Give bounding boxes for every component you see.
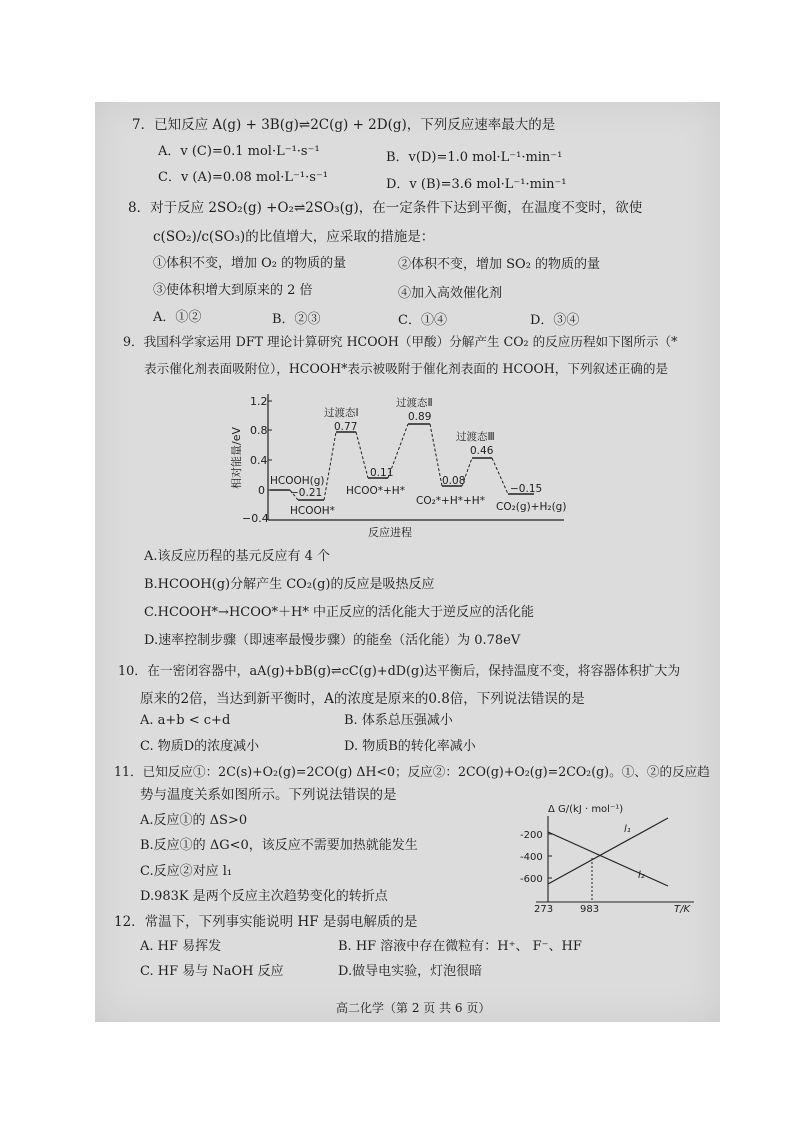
- q11-option-b: B.反应①的 ΔG<0，该反应不需要加热就能发生: [140, 838, 418, 853]
- q10-stem-line2: 原来的2倍，当达到新平衡时，A的浓度是原来的0.8倍，下列说法错误的是: [140, 691, 585, 707]
- line-l2: [548, 832, 668, 886]
- q11-option-c: C.反应②对应 l₁: [140, 864, 233, 879]
- y-tick-label: −0.4: [242, 512, 269, 525]
- x-tick-label: 983: [580, 904, 600, 915]
- label-products: CO₂(g)+H₂(g): [496, 501, 567, 513]
- q8-option-d: D．③④: [530, 313, 580, 328]
- q8-stem-line1: 8．对于反应 2SO₂(g) +O₂⇌2SO₃(g)，在一定条件下达到平衡，在温度不变时，欲使: [128, 200, 643, 216]
- y-tick-label: -400: [520, 852, 543, 863]
- y-tick-label: 0.4: [250, 454, 268, 467]
- q8-option-a: A．①②: [153, 310, 202, 325]
- value-hcoo-h: 0.11: [370, 467, 394, 479]
- label-hcooh-g: HCOOH(g): [270, 475, 325, 487]
- q12-stem: 12．常温下，下列事实能说明 HF 是弱电解质的是: [114, 914, 418, 930]
- q7-option-d: D．v (B)=3.6 mol·L⁻¹·min⁻¹: [386, 177, 567, 192]
- y-tick-label: 1.2: [250, 395, 268, 408]
- q8-statement-3: ③使体积增大到原来的 2 倍: [153, 283, 313, 298]
- q10-stem-line1: 10．在一密闭容器中，aA(g)+bB(g)⇌cC(g)+dD(g)达平衡后，保持温度不变，将容器体积扩大为: [118, 664, 681, 679]
- delta-g-temperature-chart: [508, 798, 698, 916]
- q10-option-d: D. 物质B的转化率减小: [344, 739, 476, 754]
- q7-option-b: B．v(D)=1.0 mol·L⁻¹·min⁻¹: [386, 150, 563, 165]
- y-tick-label: -200: [520, 830, 543, 841]
- label-ts1: 过渡态Ⅰ: [324, 407, 359, 419]
- q10-option-a: A. a+b < c+d: [140, 713, 231, 728]
- label-ts3: 过渡态Ⅲ: [456, 431, 495, 443]
- q9-option-a: A.该反应历程的基元反应有 4 个: [144, 549, 331, 564]
- x-axis-label: 反应进程: [368, 526, 412, 539]
- q9-stem-line2: 表示催化剂表面吸附位），HCOOH*表示被吸附于催化剂表面的 HCOOH，下列叙述正确的是: [144, 361, 669, 376]
- q8-statement-1: ①体积不变，增加 O₂ 的物质的量: [153, 256, 347, 271]
- x-tick-label: 273: [534, 904, 554, 915]
- q11-stem-line1: 11．已知反应①：2C(s)+O₂(g)=2CO(g) ΔH<0；反应②：2CO(g)+O₂(g)=2CO₂(g)。①、②的反应趋: [114, 764, 710, 779]
- value-ts3: 0.46: [470, 445, 494, 457]
- value-products: −0.15: [510, 483, 543, 495]
- label-hcoo-h: HCOO*+H*: [346, 485, 405, 497]
- x-axis-label: T/K: [674, 904, 691, 915]
- q7-stem: 7．已知反应 A(g) + 3B(g)⇌2C(g) + 2D(g)，下列反应速率最大的是: [132, 117, 556, 133]
- q12-option-d: D.做导电实验，灯泡很暗: [338, 964, 483, 979]
- q9-option-d: D.速率控制步骤（即速率最慢步骤）的能垒（活化能）为 0.78eV: [144, 633, 521, 648]
- y-tick-label: 0: [258, 484, 265, 497]
- q9-option-c: C.HCOOH*→HCOO*＋H* 中正反应的活化能大于逆反应的活化能: [144, 605, 535, 620]
- label-co2-h-h: CO₂*+H*+H*: [416, 495, 485, 507]
- value-hcooh-ads: −0.21: [290, 487, 323, 499]
- q11-option-a: A.反应①的 ΔS>0: [140, 813, 248, 828]
- y-axis-label: 相对能量/eV: [230, 427, 243, 489]
- q8-option-b: B．②③: [272, 312, 321, 327]
- q7-option-c: C．v (A)=0.08 mol·L⁻¹·s⁻¹: [158, 170, 328, 185]
- q8-stem-line2: c(SO₂)/c(SO₃)的比值增大，应采取的措施是：: [153, 229, 435, 245]
- q9-stem-line1: 9．我国科学家运用 DFT 理论计算研究 HCOOH（甲酸）分解产生 CO₂ 的反应历程如下图所示（*: [123, 334, 678, 349]
- q8-option-c: C．①④: [398, 313, 447, 328]
- value-ts2: 0.89: [408, 411, 432, 423]
- q7-option-a: A．v (C)=0.1 mol·L⁻¹·s⁻¹: [158, 144, 320, 159]
- l2-label: l₂: [638, 870, 645, 881]
- y-tick-label: 0.8: [250, 424, 268, 437]
- q12-option-b: B. HF 溶液中存在微粒有：H⁺、 F⁻、HF: [338, 939, 582, 954]
- q8-statement-2: ②体积不变，增加 SO₂ 的物质的量: [398, 257, 601, 272]
- value-ts1: 0.77: [334, 421, 358, 433]
- q11-stem-line2: 势与温度关系如图所示。下列说法错误的是: [140, 787, 397, 803]
- q10-option-b: B. 体系总压强减小: [344, 713, 453, 728]
- label-hcooh-ads: HCOOH*: [290, 505, 335, 517]
- q11-option-d: D.983K 是两个反应主次趋势变化的转折点: [140, 889, 388, 904]
- energy-profile-diagram: [228, 388, 568, 540]
- page-footer: 高二化学（第 2 页 共 6 页）: [336, 1001, 491, 1015]
- q12-option-a: A. HF 易挥发: [140, 939, 222, 954]
- l1-label: l₁: [624, 824, 631, 835]
- y-axis-label: Δ G/(kJ · mol⁻¹): [548, 804, 624, 815]
- q9-option-b: B.HCOOH(g)分解产生 CO₂(g)的反应是吸热反应: [144, 577, 435, 592]
- q10-option-c: C. 物质D的浓度减小: [140, 739, 260, 754]
- q8-statement-4: ④加入高效催化剂: [398, 286, 503, 301]
- value-co2-h-h: 0.08: [442, 475, 466, 487]
- q12-option-c: C. HF 易与 NaOH 反应: [140, 964, 284, 979]
- line-l1: [548, 818, 668, 884]
- y-tick-label: -600: [520, 874, 543, 885]
- label-ts2: 过渡态Ⅱ: [396, 397, 433, 409]
